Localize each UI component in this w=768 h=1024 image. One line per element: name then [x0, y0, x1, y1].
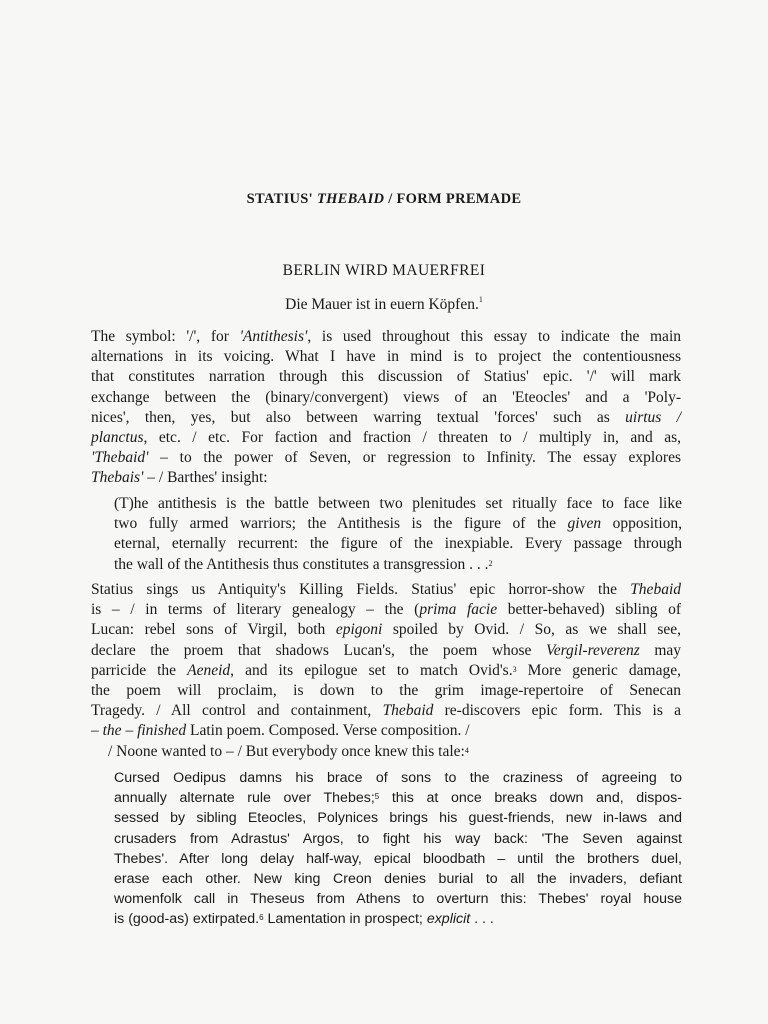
footnote-ref: 1	[478, 295, 483, 304]
quote-line: eternal, eternally recurrent: the figure of the inexpiable. Every passage through	[114, 535, 682, 553]
quote-line: is (good-as) extirpated.$^6$ Lamentation in prospect; explicit . . .	[114, 911, 494, 928]
footnote-ref: 2	[488, 558, 493, 568]
footnote-ref: 5	[374, 792, 380, 802]
quote-line: sessed by sibling Eteocles, Polynices brings his guest-friends, new in-laws and	[114, 810, 682, 827]
text-line: declare the proem that shadows Lucan's, the poem whose Vergil-reverenz may	[91, 641, 682, 659]
quote-line: (T)he antithesis is the battle between two plenitudes set ritually face to face like	[114, 495, 682, 512]
text-line: Tragedy. / All control and containment, Thebaid re-discovers epic form. This is a	[91, 702, 681, 720]
text-line: exchange between the (binary/convergent) views of an 'Eteocles' and a 'Poly-	[91, 388, 681, 406]
chapter-title-italic: THEBAID	[316, 191, 385, 207]
footnote-ref: 3	[512, 664, 517, 674]
text-line: planctus, etc. / etc. For faction and fraction / threaten to / multiply in, and as,	[91, 429, 681, 447]
text-line: nices', then, yes, but also between warring textual 'forces' such as uirtus /	[91, 408, 682, 426]
footnote-ref: 6	[259, 913, 264, 923]
quote-line: womenfolk call in Theseus from Athens to overturn this: Thebes' royal house	[114, 891, 682, 908]
block-quote-barthes	[114, 494, 682, 575]
paragraph-statius	[91, 580, 681, 762]
chapter-title	[0, 191, 768, 208]
quote-line: crusaders from Adrastus' Argos, to fight his way back: 'The Seven against	[114, 830, 682, 847]
text-line: The symbol: '/', for 'Antithesis', is used throughout this essay to indicate the main	[91, 328, 681, 345]
paragraph-intro	[91, 327, 681, 489]
text-line: / Noone wanted to – / But everybody once knew this tale:$^4$	[108, 742, 469, 760]
epigraph	[0, 296, 768, 314]
text-line: alternations in its voicing. What I have in mind is to project the contentiousness	[91, 348, 681, 366]
quote-line: the wall of the Antithesis thus constitutes a transgression . . .$^2$	[114, 555, 493, 573]
chapter-title-text: STATIUS'	[246, 191, 317, 207]
chapter-title-suffix: / FORM PREMADE	[384, 191, 522, 207]
quote-line: two fully armed warriors; the Antithesis is the figure of the given opposition,	[114, 515, 683, 533]
text-line: Statius sings us Antiquity's Killing Fields. Statius' epic horror-show the Thebaid	[91, 581, 681, 598]
quote-line: annually alternate rule over Thebes;$^5$ this at once breaks down and, dispos-	[114, 790, 682, 807]
quote-line: erase each other. New king Creon denies burial to all the invaders, defiant	[114, 871, 682, 888]
quote-line: Thebes'. After long delay half-way, epical bloodbath – until the brothers duel,	[114, 850, 682, 867]
text-line: parricide the Aeneid, and its epilogue set to match Ovid's.$^3$ More generic damage,	[91, 661, 681, 679]
block-quote-summary	[114, 768, 682, 930]
footnote-ref: 4	[464, 745, 469, 755]
quote-line: Cursed Oedipus damns his brace of sons to the craziness of agreeing to	[114, 770, 682, 786]
section-title: BERLIN WIRD MAUERFREI	[282, 262, 486, 279]
text-line: Thebais' – / Barthes' insight:	[91, 469, 268, 487]
epigraph-text: Die Mauer ist in euern Köpfen.	[285, 296, 479, 313]
text-line: Lucan: rebel sons of Virgil, both epigoni spoiled by Ovid. / So, as we shall see,	[91, 621, 681, 639]
text-line: the poem will proclaim, is down to the grim image-repertoire of Senecan	[91, 682, 681, 700]
text-line: that constitutes narration through this discussion of Statius' epic. '/' will mark	[91, 368, 681, 386]
text-line: 'Thebaid' – to the power of Seven, or regression to Infinity. The essay explores	[91, 449, 681, 467]
text-line: is – / in terms of literary genealogy – the (prima facie better-behaved) sibling of	[91, 601, 682, 619]
text-line: – the – finished Latin poem. Composed. Verse composition. /	[91, 722, 470, 740]
